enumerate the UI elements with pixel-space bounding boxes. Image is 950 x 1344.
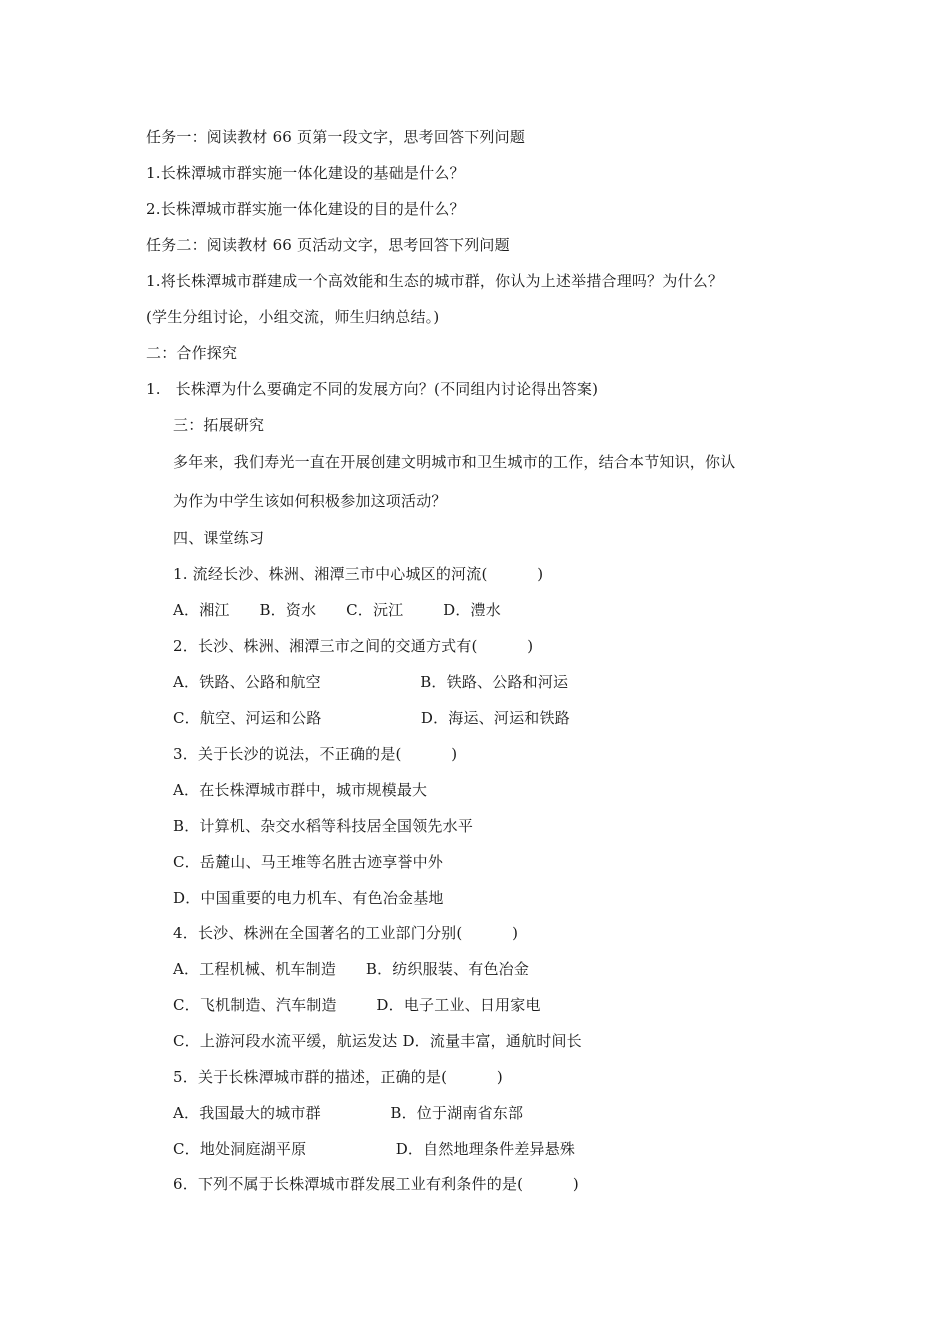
task1-question-1: 1.长株潭城市群实施一体化建设的基础是什么？ <box>146 164 465 182</box>
exercise-q4-options-row2: C．飞机制造、汽车制造 D．电子工业、日用家电 <box>173 996 541 1014</box>
task1-heading: 任务一：阅读教材 66 页第一段文字，思考回答下列问题 <box>146 128 526 146</box>
exercise-q2-options-row1: A．铁路、公路和航空 B．铁路、公路和河运 <box>173 673 569 691</box>
exercise-q1: 1. 流经长沙、株洲、湘潭三市中心城区的河流( ) <box>173 565 544 583</box>
exercise-q2-options-row2: C．航空、河运和公路 D．海运、河运和铁路 <box>173 709 570 727</box>
exercise-q3-option-d: D．中国重要的电力机车、有色冶金基地 <box>173 889 444 907</box>
section3-heading: 三：拓展研究 <box>173 416 265 434</box>
task1-question-2: 2.长株潭城市群实施一体化建设的目的是什么？ <box>146 200 465 218</box>
section3-paragraph-line2: 为作为中学生该如何积极参加这项活动？ <box>173 492 447 510</box>
exercise-q3-option-a: A．在长株潭城市群中，城市规模最大 <box>173 781 428 799</box>
section4-heading: 四、课堂练习 <box>173 529 265 547</box>
exercise-q6: 6．下列不属于长株潭城市群发展工业有利条件的是( ) <box>173 1175 579 1193</box>
exercise-q2: 2．长沙、株洲、湘潭三市之间的交通方式有( ) <box>173 637 534 655</box>
exercise-q4-options-row1: A．工程机械、机车制造 B．纺织服装、有色冶金 <box>173 960 530 978</box>
section3-paragraph-line1: 多年来，我们寿光一直在开展创建文明城市和卫生城市的工作，结合本节知识，你认 <box>173 453 736 471</box>
task2-heading: 任务二：阅读教材 66 页活动文字，思考回答下列问题 <box>146 236 510 254</box>
exercise-q5-options-row1: A．我国最大的城市群 B．位于湖南省东部 <box>173 1104 524 1122</box>
exercise-q3-option-b: B．计算机、杂交水稻等科技居全国领先水平 <box>173 817 474 835</box>
exercise-q1-options: A．湘江 B．资水 C．沅江 D．澧水 <box>173 601 501 619</box>
exercise-q4: 4．长沙、株洲在全国著名的工业部门分别( ) <box>173 924 519 942</box>
section2-heading: 二：合作探究 <box>146 344 238 362</box>
exercise-q5-options-row2: C．地处洞庭湖平原 D．自然地理条件差异悬殊 <box>173 1140 576 1158</box>
task2-note: (学生分组讨论，小组交流，师生归纳总结。) <box>146 308 440 326</box>
task2-question-1: 1.将长株潭城市群建成一个高效能和生态的城市群，你认为上述举措合理吗？为什么？ <box>146 272 724 290</box>
exercise-q3-option-c: C．岳麓山、马王堆等名胜古迹享誉中外 <box>173 853 444 871</box>
exercise-q4-options-row3: C．上游河段水流平缓，航运发达 D．流量丰富，通航时间长 <box>173 1032 582 1050</box>
exercise-q3: 3．关于长沙的说法，不正确的是( ) <box>173 745 458 763</box>
section2-question-1: 1. 长株潭为什么要确定不同的发展方向？(不同组内讨论得出答案) <box>146 380 599 398</box>
exercise-q5: 5．关于长株潭城市群的描述，正确的是( ) <box>173 1068 503 1086</box>
